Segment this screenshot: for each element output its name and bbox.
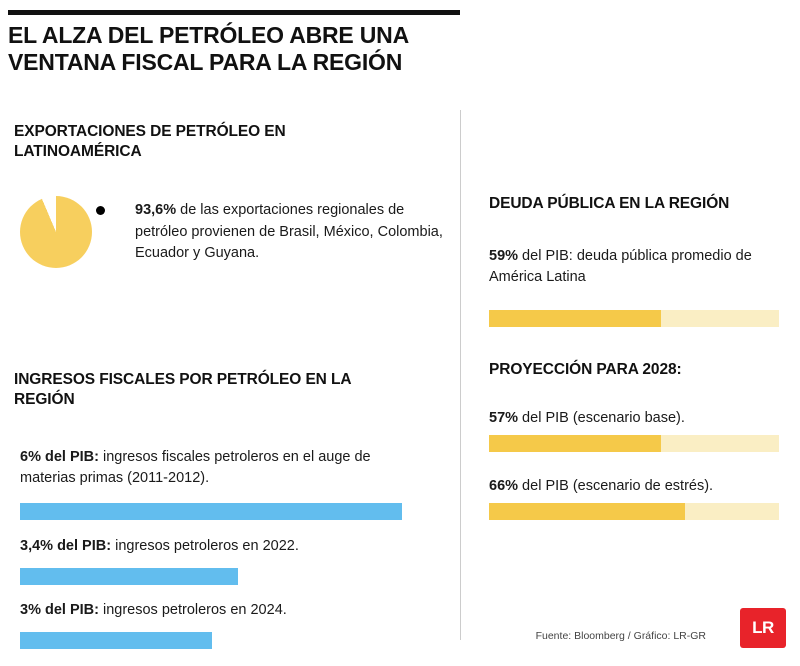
pie-value-label: 93,6% [135, 202, 177, 218]
bar-projection-1 [489, 435, 661, 452]
bar-fiscal-3 [20, 632, 212, 649]
top-rule-divider [8, 10, 460, 15]
stat-fiscal-3 [20, 600, 420, 621]
column-divider [460, 110, 461, 640]
stat-projection-1-value: 57% [489, 410, 519, 426]
publisher-logo: LR [740, 608, 786, 648]
pie-note-text: de las exportaciones regionales de petróleo provienen de Brasil, México, Colombia, Ecuador y Guyana. [135, 202, 443, 261]
bar-projection-2 [489, 503, 685, 520]
stat-fiscal-1 [20, 447, 420, 489]
stat-fiscal-3-value: 3% del PIB: [20, 602, 99, 618]
stat-fiscal-2 [20, 536, 420, 557]
section-title-fiscal-income: INGRESOS FISCALES POR PETRÓLEO EN LA REGIÓN [14, 371, 351, 408]
section-title-public-debt: DEUDA PÚBLICA EN LA REGIÓN [489, 195, 730, 212]
section-title-projection: PROYECCIÓN PARA 2028: [489, 361, 682, 378]
section-title-exports: EXPORTACIONES DE PETRÓLEO EN LATINOAMÉRICA [14, 123, 286, 160]
pie-slice-93 [20, 196, 92, 268]
stat-debt-1 [489, 246, 789, 288]
stat-projection-1 [489, 408, 789, 429]
stat-projection-2-note: del PIB (escenario de estrés). [518, 478, 714, 494]
pie-chart-exports [20, 196, 92, 268]
stat-fiscal-2-value: 3,4% del PIB: [20, 538, 112, 554]
stat-fiscal-1-value: 6% del PIB: [20, 449, 99, 465]
stat-fiscal-3-note: ingresos petroleros en 2024. [98, 602, 287, 618]
bar-fiscal-1 [20, 503, 402, 520]
stat-projection-1-note: del PIB (escenario base). [518, 410, 685, 426]
stat-projection-2-value: 66% [489, 478, 519, 494]
stat-debt-1-note: del PIB: deuda pública promedio de América Latina [489, 248, 752, 285]
stat-fiscal-2-note: ingresos petroleros en 2022. [111, 538, 299, 554]
stat-debt-1-value: 59% [489, 248, 519, 264]
pie-callout-dot-icon [96, 206, 105, 215]
pie-callout-text [135, 200, 455, 265]
source-credit: Fuente: Bloomberg / Gráfico: LR-GR [535, 630, 706, 642]
page-title: EL ALZA DEL PETRÓLEO ABRE UNA VENTANA FISCAL PARA LA REGIÓN [8, 22, 409, 75]
bar-debt-1 [489, 310, 661, 327]
bar-fiscal-2 [20, 568, 238, 585]
stat-projection-2 [489, 476, 789, 497]
stat-fiscal-1-note: ingresos fiscales petroleros en el auge de materias primas (2011-2012). [20, 449, 371, 486]
